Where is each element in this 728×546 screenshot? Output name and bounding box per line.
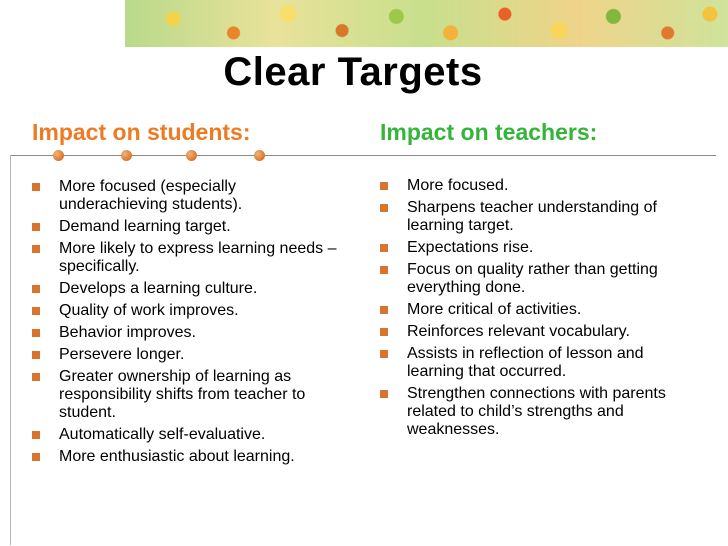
bullet-square-icon — [380, 306, 388, 314]
bullet-square-icon — [32, 373, 40, 381]
bullet-square-icon — [32, 307, 40, 315]
list-item: Expectations rise. — [380, 239, 700, 257]
list-item: Develops a learning culture. — [32, 280, 344, 298]
list-item: More focused (especially underachieving students). — [32, 178, 344, 214]
list-item: More critical of activities. — [380, 301, 700, 319]
divider-line — [10, 155, 716, 156]
bullet-square-icon — [380, 390, 388, 398]
list-item: Sharpens teacher understanding of learning target. — [380, 199, 700, 235]
bullet-square-icon — [32, 431, 40, 439]
bullet-square-icon — [32, 351, 40, 359]
list-item: Strengthen connections with parents related to child’s strengths and weaknesses. — [380, 385, 700, 439]
list-item: Demand learning target. — [32, 218, 344, 236]
bullet-square-icon — [32, 245, 40, 253]
bullet-square-icon — [32, 453, 40, 461]
bullet-square-icon — [380, 182, 388, 190]
decorative-dot — [254, 150, 265, 161]
floral-banner — [125, 0, 728, 47]
bullet-square-icon — [380, 328, 388, 336]
decorative-dot — [53, 150, 64, 161]
left-margin-line — [10, 155, 11, 545]
list-item: Reinforces relevant vocabulary. — [380, 323, 700, 341]
list-item: Automatically self-evaluative. — [32, 426, 344, 444]
bullet-square-icon — [32, 285, 40, 293]
list-item: More enthusiastic about learning. — [32, 448, 344, 466]
list-item: More likely to express learning needs – specifically. — [32, 240, 344, 276]
bullet-square-icon — [32, 183, 40, 191]
decorative-dot — [186, 150, 197, 161]
bullet-square-icon — [32, 223, 40, 231]
bullet-square-icon — [380, 350, 388, 358]
bullet-square-icon — [380, 266, 388, 274]
students-heading: Impact on students: — [32, 119, 251, 145]
bullet-square-icon — [380, 204, 388, 212]
bullet-square-icon — [32, 329, 40, 337]
list-item: Focus on quality rather than getting everything done. — [380, 261, 700, 297]
decorative-dot — [121, 150, 132, 161]
bullet-square-icon — [380, 244, 388, 252]
slide-title: Clear Targets — [223, 50, 483, 94]
teachers-heading: Impact on teachers: — [380, 119, 598, 145]
list-item: Persevere longer. — [32, 346, 344, 364]
list-item: Quality of work improves. — [32, 302, 344, 320]
list-item: Behavior improves. — [32, 324, 344, 342]
list-item: More focused. — [380, 177, 700, 195]
teachers-bullet-list — [380, 177, 700, 443]
list-item: Assists in reflection of lesson and learning that occurred. — [380, 345, 700, 381]
students-bullet-list — [32, 178, 344, 470]
list-item: Greater ownership of learning as responsibility shifts from teacher to student. — [32, 368, 344, 422]
